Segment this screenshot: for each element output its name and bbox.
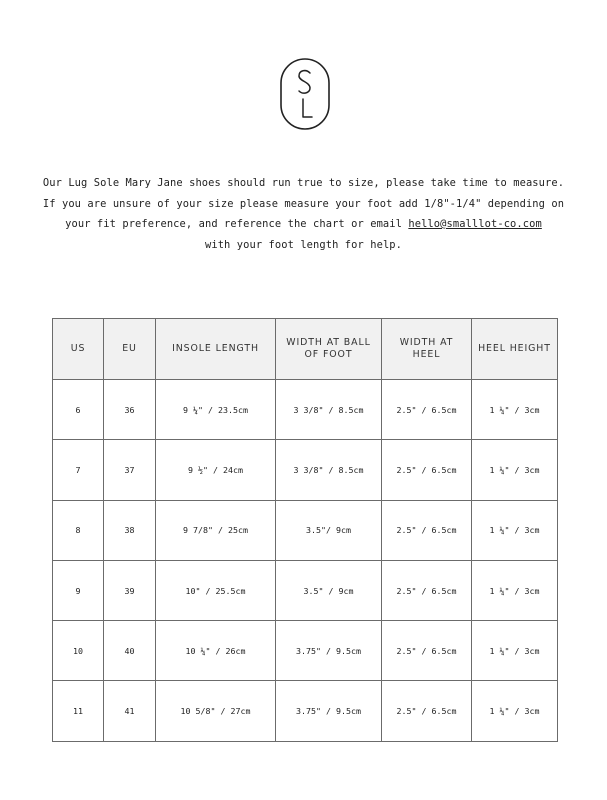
intro-line-3 [30,214,577,235]
email-link[interactable]: hello@smalllot-co.com [408,218,542,230]
cell-heel-height: 1 ¼" / 3cm [472,500,558,560]
cell-width-at-heel: 2.5" / 6.5cm [382,380,472,440]
table-row [53,500,558,560]
cell-width-at-ball: 3.75" / 9.5cm [276,681,382,741]
cell-heel-height: 1 ¼" / 3cm [472,621,558,681]
cell-width-at-ball: 3 3/8" / 8.5cm [276,380,382,440]
cell-width-at-ball: 3.75" / 9.5cm [276,621,382,681]
intro-text [30,173,577,255]
cell-us: 11 [53,681,104,741]
table-row [53,621,558,681]
header-eu: EU [104,319,156,380]
header-width-at-ball: WIDTH AT BALL OF FOOT [276,319,382,380]
cell-insole-length: 9 7/8" / 25cm [156,500,276,560]
cell-width-at-heel: 2.5" / 6.5cm [382,560,472,620]
cell-width-at-heel: 2.5" / 6.5cm [382,440,472,500]
intro-line-3-text: your fit preference, and reference the chart or email [65,218,409,230]
cell-insole-length: 10 5/8" / 27cm [156,681,276,741]
table-row [53,440,558,500]
cell-heel-height: 1 ¼" / 3cm [472,440,558,500]
cell-width-at-heel: 2.5" / 6.5cm [382,681,472,741]
header-us: US [53,319,104,380]
cell-width-at-ball: 3.5" / 9cm [276,560,382,620]
cell-width-at-heel: 2.5" / 6.5cm [382,500,472,560]
intro-line-2: If you are unsure of your size please measure your foot add 1/8"-1/4" depending on [42,197,565,210]
cell-us: 9 [53,560,104,620]
cell-us: 10 [53,621,104,681]
cell-width-at-ball: 3.5"/ 9cm [276,500,382,560]
cell-insole-length: 9 ¼" / 23.5cm [156,380,276,440]
header-insole-length: INSOLE LENGTH [156,319,276,380]
cell-width-at-ball: 3 3/8" / 8.5cm [276,440,382,500]
table-header-row [53,319,558,380]
intro-line-4: with your foot length for help. [204,238,403,251]
cell-us: 6 [53,380,104,440]
intro-line-1: Our Lug Sole Mary Jane shoes should run true to size, please take time to measure. [42,177,565,189]
cell-heel-height: 1 ¼" / 3cm [472,380,558,440]
cell-heel-height: 1 ¼" / 3cm [472,681,558,741]
cell-eu: 41 [104,681,156,741]
sl-monogram-icon [279,57,331,131]
header-heel-height: HEEL HEIGHT [472,319,558,380]
cell-width-at-heel: 2.5" / 6.5cm [382,621,472,681]
cell-eu: 37 [104,440,156,500]
brand-logo [279,57,331,131]
cell-eu: 40 [104,621,156,681]
cell-us: 7 [53,440,104,500]
table-row [53,380,558,440]
cell-eu: 36 [104,380,156,440]
table-row [53,681,558,741]
cell-insole-length: 10 ¼" / 26cm [156,621,276,681]
size-chart-table [52,318,558,742]
cell-eu: 38 [104,500,156,560]
cell-eu: 39 [104,560,156,620]
cell-insole-length: 10" / 25.5cm [156,560,276,620]
header-width-at-heel: WIDTH AT HEEL [382,319,472,380]
cell-us: 8 [53,500,104,560]
cell-heel-height: 1 ¼" / 3cm [472,560,558,620]
cell-insole-length: 9 ½" / 24cm [156,440,276,500]
table-row [53,560,558,620]
